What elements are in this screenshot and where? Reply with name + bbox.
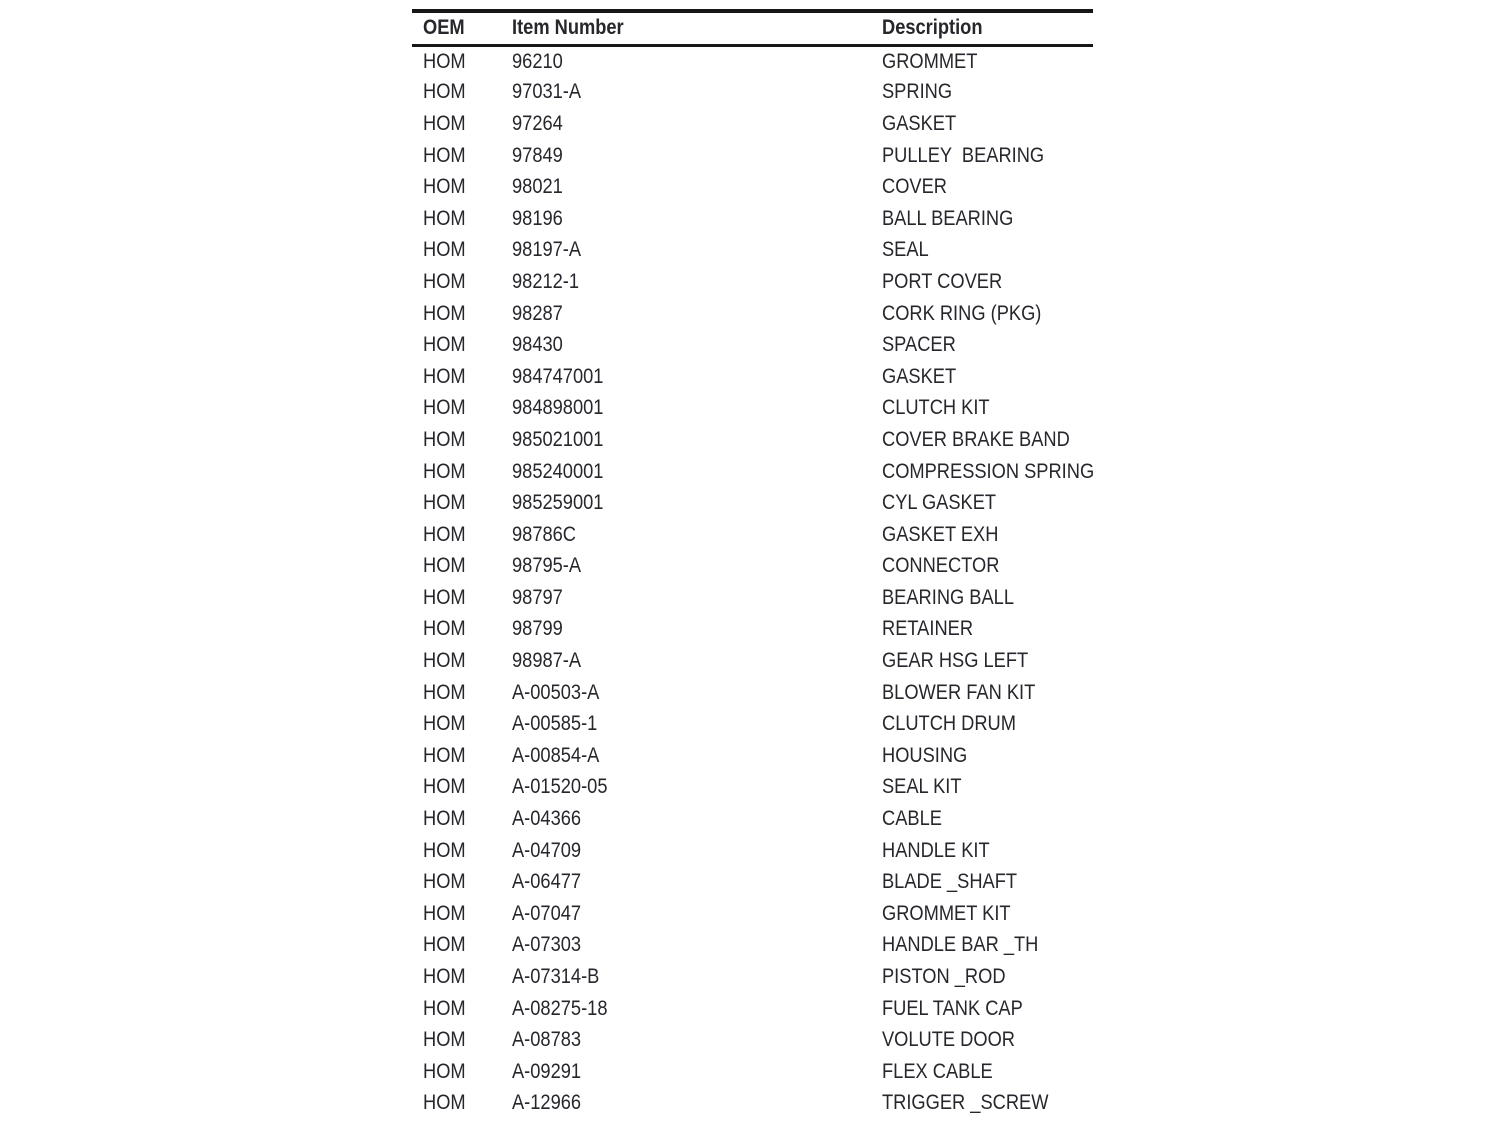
- cell-item-number-text: 98987-A: [512, 649, 582, 673]
- cell-description-text: CLUTCH DRUM: [882, 712, 1016, 736]
- cell-oem-text: HOM: [423, 491, 466, 515]
- cell-item-number: [512, 1024, 882, 1056]
- table-row: [412, 677, 1093, 709]
- table-row: [412, 329, 1093, 361]
- cell-item-number-text: 97031-A: [512, 80, 582, 104]
- cell-item-number: [512, 930, 882, 962]
- cell-item-number-text: A-06477: [512, 870, 582, 894]
- cell-description-text: BEARING BALL: [882, 585, 1015, 609]
- cell-item-number: [512, 298, 882, 330]
- cell-oem-text: HOM: [423, 1028, 466, 1052]
- cell-oem: [412, 329, 512, 361]
- cell-description-text: FLEX CABLE: [882, 1059, 993, 1083]
- cell-description: [882, 519, 1093, 551]
- cell-description: [882, 551, 1093, 583]
- table-row: [412, 898, 1093, 930]
- cell-description-text: PISTON _ROD: [882, 965, 1006, 989]
- cell-oem: [412, 708, 512, 740]
- cell-item-number-text: 985259001: [512, 491, 604, 515]
- cell-item-number-text: 985021001: [512, 427, 604, 451]
- cell-description-text: GROMMET KIT: [882, 901, 1011, 925]
- table-row: [412, 171, 1093, 203]
- cell-description: [882, 108, 1093, 140]
- cell-item-number-text: A-01520-05: [512, 775, 608, 799]
- table-row: [412, 961, 1093, 993]
- cell-oem-text: HOM: [423, 238, 466, 262]
- cell-oem: [412, 487, 512, 519]
- cell-description: [882, 140, 1093, 172]
- table-row: [412, 266, 1093, 298]
- cell-item-number: [512, 1056, 882, 1088]
- cell-item-number: [512, 140, 882, 172]
- cell-oem: [412, 803, 512, 835]
- cell-item-number: [512, 645, 882, 677]
- cell-description: [882, 298, 1093, 330]
- cell-item-number: [512, 551, 882, 583]
- table-row: [412, 835, 1093, 867]
- cell-description-text: GEAR HSG LEFT: [882, 649, 1029, 673]
- cell-oem-text: HOM: [423, 965, 466, 989]
- cell-item-number-text: A-04366: [512, 807, 582, 831]
- cell-description-text: GROMMET: [882, 49, 978, 73]
- cell-oem-text: HOM: [423, 175, 466, 199]
- cell-item-number-text: 98287: [512, 301, 563, 325]
- column-header-description: [882, 13, 1093, 45]
- cell-oem-text: HOM: [423, 554, 466, 578]
- cell-item-number: [512, 582, 882, 614]
- cell-item-number: [512, 45, 882, 77]
- cell-oem-text: HOM: [423, 649, 466, 673]
- cell-item-number-text: 98430: [512, 333, 563, 357]
- cell-oem-text: HOM: [423, 743, 466, 767]
- cell-item-number: [512, 835, 882, 867]
- cell-description-text: BLADE _SHAFT: [882, 870, 1018, 894]
- cell-oem: [412, 203, 512, 235]
- cell-description: [882, 45, 1093, 77]
- cell-item-number-text: 98196: [512, 206, 563, 230]
- cell-description: [882, 898, 1093, 930]
- table-row: [412, 298, 1093, 330]
- table-header-row: [412, 13, 1093, 45]
- cell-item-number: [512, 424, 882, 456]
- parts-table: [412, 9, 1093, 1119]
- cell-description: [882, 993, 1093, 1025]
- cell-item-number-text: 98797: [512, 585, 563, 609]
- cell-item-number: [512, 708, 882, 740]
- cell-oem-text: HOM: [423, 585, 466, 609]
- table-row: [412, 930, 1093, 962]
- cell-oem: [412, 1088, 512, 1120]
- table-row: [412, 551, 1093, 583]
- cell-description: [882, 803, 1093, 835]
- table-row: [412, 235, 1093, 267]
- cell-oem-text: HOM: [423, 143, 466, 167]
- cell-description: [882, 361, 1093, 393]
- cell-description: [882, 393, 1093, 425]
- cell-item-number-text: 98021: [512, 175, 563, 199]
- cell-oem: [412, 677, 512, 709]
- cell-item-number-text: 98197-A: [512, 238, 582, 262]
- cell-oem: [412, 930, 512, 962]
- cell-item-number-text: A-09291: [512, 1059, 582, 1083]
- cell-item-number: [512, 614, 882, 646]
- table-row: [412, 203, 1093, 235]
- cell-item-number-text: A-12966: [512, 1091, 582, 1115]
- cell-oem-text: HOM: [423, 364, 466, 388]
- parts-table-body: [412, 45, 1093, 1119]
- cell-description-text: GASKET: [882, 111, 957, 135]
- cell-oem-text: HOM: [423, 775, 466, 799]
- cell-description-text: COMPRESSION SPRING: [882, 459, 1095, 483]
- cell-description-text: CABLE: [882, 807, 942, 831]
- cell-item-number-text: A-07303: [512, 933, 582, 957]
- cell-item-number: [512, 487, 882, 519]
- cell-item-number: [512, 1088, 882, 1120]
- column-header-description-label: Description: [882, 16, 983, 40]
- cell-oem-text: HOM: [423, 1091, 466, 1115]
- cell-oem: [412, 77, 512, 109]
- cell-description-text: SEAL KIT: [882, 775, 962, 799]
- cell-oem: [412, 519, 512, 551]
- cell-oem: [412, 835, 512, 867]
- cell-item-number: [512, 77, 882, 109]
- cell-item-number: [512, 519, 882, 551]
- cell-oem-text: HOM: [423, 870, 466, 894]
- cell-item-number-text: 985240001: [512, 459, 604, 483]
- cell-oem: [412, 361, 512, 393]
- cell-oem: [412, 108, 512, 140]
- table-row: [412, 1088, 1093, 1120]
- cell-description: [882, 740, 1093, 772]
- cell-oem-text: HOM: [423, 838, 466, 862]
- table-row: [412, 614, 1093, 646]
- cell-description-text: VOLUTE DOOR: [882, 1028, 1015, 1052]
- cell-oem-text: HOM: [423, 807, 466, 831]
- cell-oem: [412, 266, 512, 298]
- cell-oem: [412, 551, 512, 583]
- cell-item-number-text: 984747001: [512, 364, 604, 388]
- cell-item-number-text: 98795-A: [512, 554, 582, 578]
- cell-oem-text: HOM: [423, 680, 466, 704]
- cell-item-number-text: 97849: [512, 143, 563, 167]
- cell-description-text: COVER BRAKE BAND: [882, 427, 1070, 451]
- table-row: [412, 456, 1093, 488]
- cell-oem-text: HOM: [423, 1059, 466, 1083]
- table-row: [412, 487, 1093, 519]
- cell-oem-text: HOM: [423, 333, 466, 357]
- cell-description: [882, 1024, 1093, 1056]
- table-row: [412, 1024, 1093, 1056]
- cell-description: [882, 424, 1093, 456]
- parts-table-grid: [412, 13, 1093, 1119]
- table-row: [412, 77, 1093, 109]
- cell-description-text: CORK RING (PKG): [882, 301, 1042, 325]
- cell-oem: [412, 740, 512, 772]
- table-row: [412, 803, 1093, 835]
- cell-description: [882, 1056, 1093, 1088]
- table-row: [412, 1056, 1093, 1088]
- cell-description-text: BALL BEARING: [882, 206, 1014, 230]
- cell-item-number-text: 984898001: [512, 396, 604, 420]
- cell-item-number: [512, 203, 882, 235]
- cell-item-number: [512, 171, 882, 203]
- cell-item-number-text: A-00854-A: [512, 743, 600, 767]
- cell-item-number-text: 97264: [512, 111, 563, 135]
- cell-oem: [412, 645, 512, 677]
- table-row: [412, 45, 1093, 77]
- cell-item-number-text: A-07047: [512, 901, 582, 925]
- table-row: [412, 361, 1093, 393]
- cell-oem: [412, 45, 512, 77]
- cell-oem: [412, 866, 512, 898]
- cell-description: [882, 1088, 1093, 1120]
- column-header-oem-label: OEM: [423, 16, 465, 40]
- cell-description: [882, 645, 1093, 677]
- cell-item-number: [512, 108, 882, 140]
- table-row: [412, 108, 1093, 140]
- cell-item-number: [512, 993, 882, 1025]
- cell-item-number: [512, 393, 882, 425]
- cell-item-number-text: A-08275-18: [512, 996, 608, 1020]
- cell-item-number: [512, 740, 882, 772]
- cell-oem-text: HOM: [423, 206, 466, 230]
- cell-description-text: CYL GASKET: [882, 491, 997, 515]
- cell-description-text: TRIGGER _SCREW: [882, 1091, 1049, 1115]
- cell-description-text: FUEL TANK CAP: [882, 996, 1023, 1020]
- column-header-oem: [412, 13, 512, 45]
- cell-oem: [412, 298, 512, 330]
- cell-item-number-text: A-00585-1: [512, 712, 598, 736]
- cell-oem-text: HOM: [423, 111, 466, 135]
- cell-oem-text: HOM: [423, 522, 466, 546]
- table-row: [412, 645, 1093, 677]
- cell-item-number: [512, 961, 882, 993]
- cell-description-text: COVER: [882, 175, 947, 199]
- cell-item-number-text: 98212-1: [512, 269, 580, 293]
- cell-item-number: [512, 361, 882, 393]
- cell-oem-text: HOM: [423, 712, 466, 736]
- cell-item-number-text: A-07314-B: [512, 965, 600, 989]
- cell-description: [882, 708, 1093, 740]
- cell-description: [882, 930, 1093, 962]
- cell-oem: [412, 171, 512, 203]
- cell-oem: [412, 393, 512, 425]
- table-row: [412, 424, 1093, 456]
- cell-description: [882, 203, 1093, 235]
- table-row: [412, 993, 1093, 1025]
- cell-item-number-text: A-00503-A: [512, 680, 600, 704]
- cell-item-number-text: A-08783: [512, 1028, 582, 1052]
- cell-description: [882, 614, 1093, 646]
- cell-description-text: RETAINER: [882, 617, 974, 641]
- cell-oem: [412, 993, 512, 1025]
- cell-description: [882, 487, 1093, 519]
- cell-oem: [412, 1056, 512, 1088]
- cell-item-number: [512, 803, 882, 835]
- cell-description: [882, 961, 1093, 993]
- cell-oem: [412, 235, 512, 267]
- cell-item-number: [512, 898, 882, 930]
- table-row: [412, 866, 1093, 898]
- cell-oem: [412, 424, 512, 456]
- cell-description: [882, 582, 1093, 614]
- cell-oem-text: HOM: [423, 459, 466, 483]
- cell-item-number: [512, 329, 882, 361]
- cell-oem: [412, 614, 512, 646]
- cell-description-text: HANDLE KIT: [882, 838, 990, 862]
- table-row: [412, 140, 1093, 172]
- cell-item-number-text: 98786C: [512, 522, 576, 546]
- cell-description: [882, 677, 1093, 709]
- cell-oem: [412, 898, 512, 930]
- cell-oem-text: HOM: [423, 80, 466, 104]
- cell-description-text: PULLEY BEARING: [882, 143, 1045, 167]
- cell-item-number: [512, 866, 882, 898]
- column-header-item-number: [512, 13, 882, 45]
- cell-item-number: [512, 266, 882, 298]
- column-header-item-number-label: Item Number: [512, 16, 624, 40]
- cell-description-text: GASKET: [882, 364, 957, 388]
- cell-description: [882, 171, 1093, 203]
- cell-description-text: CONNECTOR: [882, 554, 1000, 578]
- cell-description: [882, 235, 1093, 267]
- cell-item-number-text: 98799: [512, 617, 563, 641]
- cell-description: [882, 456, 1093, 488]
- cell-description-text: CLUTCH KIT: [882, 396, 990, 420]
- cell-item-number: [512, 677, 882, 709]
- cell-item-number: [512, 456, 882, 488]
- table-row: [412, 393, 1093, 425]
- cell-description: [882, 77, 1093, 109]
- cell-description: [882, 266, 1093, 298]
- cell-oem-text: HOM: [423, 933, 466, 957]
- table-row: [412, 740, 1093, 772]
- table-row: [412, 519, 1093, 551]
- cell-oem-text: HOM: [423, 617, 466, 641]
- cell-oem-text: HOM: [423, 269, 466, 293]
- cell-item-number-text: A-04709: [512, 838, 582, 862]
- cell-description: [882, 329, 1093, 361]
- cell-oem: [412, 582, 512, 614]
- cell-oem-text: HOM: [423, 301, 466, 325]
- cell-item-number: [512, 235, 882, 267]
- cell-item-number-text: 96210: [512, 49, 563, 73]
- table-row: [412, 582, 1093, 614]
- cell-description: [882, 866, 1093, 898]
- cell-description-text: BLOWER FAN KIT: [882, 680, 1036, 704]
- cell-oem-text: HOM: [423, 49, 466, 73]
- table-row: [412, 772, 1093, 804]
- cell-description-text: SEAL: [882, 238, 929, 262]
- cell-description-text: HOUSING: [882, 743, 968, 767]
- cell-oem-text: HOM: [423, 396, 466, 420]
- cell-description-text: SPRING: [882, 80, 953, 104]
- cell-oem-text: HOM: [423, 901, 466, 925]
- cell-description-text: GASKET EXH: [882, 522, 999, 546]
- cell-oem: [412, 140, 512, 172]
- cell-oem-text: HOM: [423, 427, 466, 451]
- table-row: [412, 708, 1093, 740]
- cell-item-number: [512, 772, 882, 804]
- cell-description-text: HANDLE BAR _TH: [882, 933, 1039, 957]
- cell-description-text: SPACER: [882, 333, 956, 357]
- cell-description: [882, 772, 1093, 804]
- cell-oem-text: HOM: [423, 996, 466, 1020]
- cell-oem: [412, 961, 512, 993]
- cell-oem: [412, 456, 512, 488]
- cell-description: [882, 835, 1093, 867]
- cell-oem: [412, 1024, 512, 1056]
- cell-description-text: PORT COVER: [882, 269, 1003, 293]
- cell-oem: [412, 772, 512, 804]
